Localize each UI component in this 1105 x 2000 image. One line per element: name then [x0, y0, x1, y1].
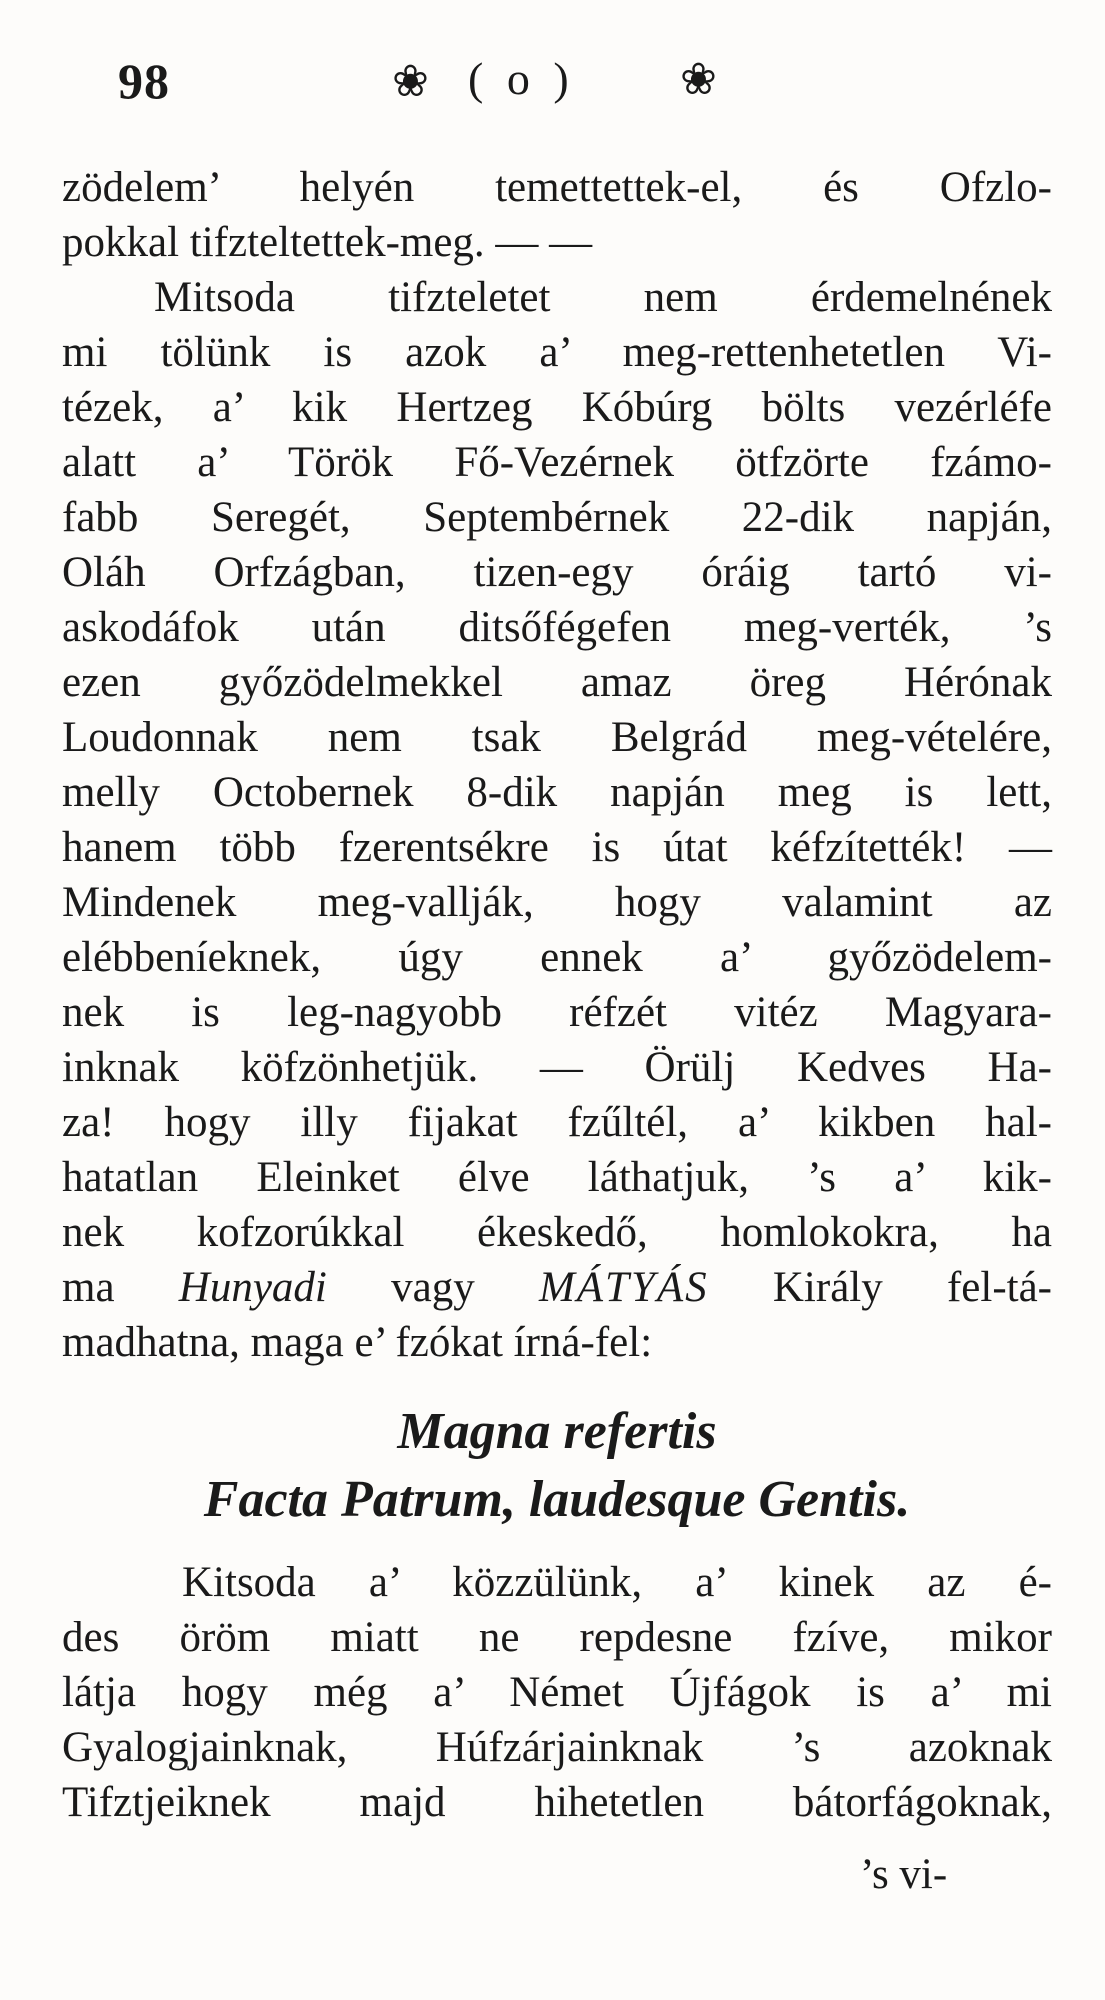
page-header	[0, 48, 1105, 118]
text-line: nek kofzorúkkal ékeskedő, homlokokra, ha	[62, 1209, 1052, 1256]
text-line: za! hogy illy fijakat fzűltél, a’ kikben hal-	[62, 1099, 1052, 1146]
text-line: Oláh Orfzágban, tizen-egy óráig tartó vi-	[62, 549, 1052, 596]
flower-ornament-icon: ❀	[392, 56, 429, 107]
italic-name-matyas: MÁTYÁS	[538, 1264, 709, 1311]
text-line: tézek, a’ kik Hertzeg Kóbúrg bölts vezérléfe	[62, 384, 1052, 431]
text-line: hatatlan Eleinket élve láthatjuk, ’s a’ kik-	[62, 1154, 1052, 1201]
text-line: pokkal tifzteltettek-meg. — —	[62, 219, 593, 266]
text-line-with-names	[62, 1260, 1052, 1315]
flower-ornament-icon: ❀	[680, 54, 717, 105]
text-line: fabb Seregét, Septembérnek 22-dik napján,	[62, 494, 1052, 541]
page-number: 98	[118, 53, 170, 109]
text-fragment: ma	[62, 1264, 179, 1311]
text-line: Gyalogjainknak, Húfzárjainknak ’s azoknak	[62, 1724, 1052, 1771]
text-line: Mindenek meg-vallják, hogy valamint az	[62, 879, 1052, 926]
latin-quote-line-1: Magna refertis	[397, 1403, 717, 1460]
text-line: nek is leg-nagyobb réfzét vitéz Magyara-	[62, 989, 1052, 1036]
text-line: des öröm miatt ne repdesne fzíve, mikor	[62, 1614, 1052, 1661]
text-line: ezen győzödelmekkel amaz öreg Hérónak	[62, 659, 1052, 706]
text-line: elébbeníeknek, úgy ennek a’ győzödelem-	[62, 934, 1052, 981]
text-line: madhatna, maga e’ fzókat írná-fel:	[62, 1319, 653, 1366]
text-line: Mitsoda tifzteletet nem érdemelnének	[154, 274, 1052, 321]
italic-name-hunyadi: Hunyadi	[178, 1264, 327, 1311]
catchword: ’s vi-	[860, 1851, 948, 1898]
text-line: melly Octobernek 8-dik napján meg is lett,	[62, 769, 1052, 816]
text-fragment: Király fel-tá-	[708, 1264, 1052, 1311]
text-line: hanem több fzerentsékre is útat kéfzítették! —	[62, 824, 1052, 871]
text-line: askodáfok után ditsőfégefen meg-verték, ’s	[62, 604, 1052, 651]
text-line: alatt a’ Török Fő-Vezérnek ötfzörte fzámo-	[62, 439, 1052, 486]
text-line: látja hogy még a’ Német Újfágok is a’ mi	[62, 1669, 1052, 1716]
paragraph-1	[62, 160, 1052, 1370]
text-fragment: vagy	[326, 1264, 539, 1311]
latin-quote-line-2: Facta Patrum, laudesque Gentis.	[203, 1471, 911, 1528]
text-line: zödelem’ helyén temettettek-el, és Ofzlo-	[62, 164, 1052, 211]
text-line: mi tölünk is azok a’ meg-rettenhetetlen Vi-	[62, 329, 1052, 376]
text-line: Kitsoda a’ közzülünk, a’ kinek az é-	[182, 1559, 1052, 1606]
header-center-mark: ( o )	[468, 53, 575, 104]
text-line: Tifztjeiknek majd hihetetlen bátorfágoknak,	[62, 1779, 1052, 1826]
text-line: Loudonnak nem tsak Belgrád meg-vételére,	[62, 714, 1052, 761]
paragraph-2	[62, 1555, 1052, 1830]
text-line: inknak köfzönhetjük. — Örülj Kedves Ha-	[62, 1044, 1052, 1091]
